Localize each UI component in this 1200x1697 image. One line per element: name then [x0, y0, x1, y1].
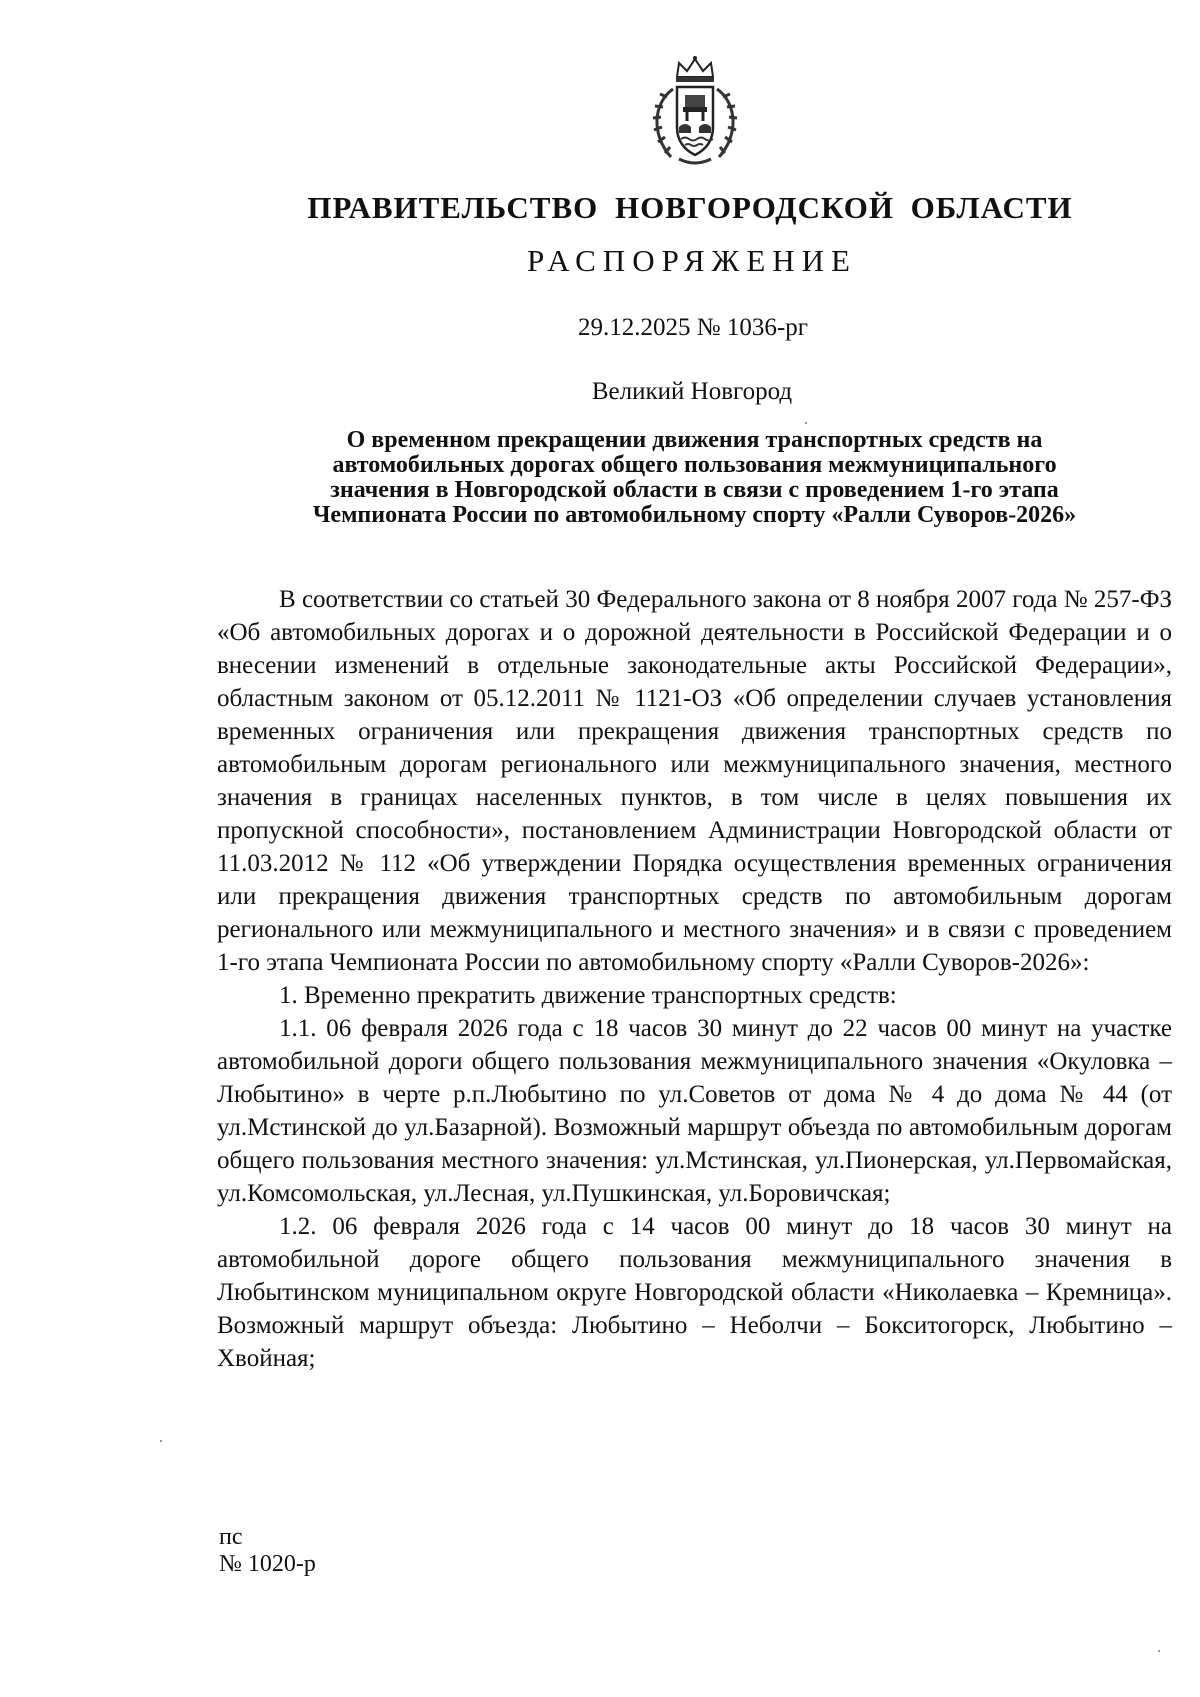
footer-note: [219, 1524, 316, 1578]
subject-line: Чемпионата России по автомобильному спорту «Ралли Суворов-2026»: [312, 502, 1077, 528]
novgorod-coat-of-arms-icon: [643, 55, 747, 169]
subject-line: О временном прекращении движения транспортных средств на: [346, 427, 1043, 453]
document-body: [217, 583, 1172, 1375]
scan-speck: [1158, 1650, 1160, 1652]
subject-line: значения в Новгородской области в связи с проведением 1-го этапа: [330, 477, 1059, 503]
preamble-paragraph: В соответствии со статьей 30 Федерального закона от 8 ноября 2007 года № 257-ФЗ «Об автомобильных дорогах и о дорожной деятельности в Российской Федерации и о внесении изменений в отдельные законодательные акты Российской Федерации», областным законом от 05.12.2011 № 1121-ОЗ «Об определении случаев установления временных ограничения или прекращения движения транспортных средств по автомобильным дорогам регионального или межмуниципального значения, местного значения в границах населенных пунктов, в том числе в целях повышения их пропускной способности», постановлением Администрации Новгородской области от 11.03.2012 № 112 «Об утверждении Порядка осуществления временных ограничения или прекращения движения транспортных средств по автомобильным дорогам регионального или межмуниципального и местного значения» и в связи с проведением 1-го этапа Чемпионата России по автомобильному спорту «Ралли Суворов-2026»:: [217, 586, 1172, 976]
scan-speck: [805, 422, 807, 424]
footer-line: № 1020-р: [219, 1551, 316, 1577]
document-city: Великий Новгород: [591, 378, 793, 405]
footer-line: пс: [219, 1524, 243, 1550]
item-1-1-paragraph: 1.1. 06 февраля 2026 года с 18 часов 30 минут до 22 часов 00 минут на участке автомобильной дороги общего пользования межмуниципального значения «Окуловка – Любытино» в черте р.п.Любытино по ул.Советов от дома № 4 до дома № 44 (от ул.Мстинской до ул.Базарной). Возможный маршрут объезда по автомобильным дорогам общего пользования местного значения: ул.Мстинская, ул.Пионерская, ул.Первомайская, ул.Комсомольская, ул.Лесная, ул.Пушкинская, ул.Боровичская;: [217, 1015, 1172, 1207]
item-1-paragraph: 1. Временно прекратить движение транспортных средств:: [279, 982, 897, 1009]
document-date-number: 29.12.2025 № 1036-рг: [578, 314, 808, 341]
scan-speck: [160, 1440, 162, 1442]
government-title: ПРАВИТЕЛЬСТВО НОВГОРОДСКОЙ ОБЛАСТИ: [307, 190, 1073, 225]
document-type: РАСПОРЯЖЕНИЕ: [527, 243, 857, 278]
item-1-2-paragraph: 1.2. 06 февраля 2026 года с 14 часов 00 минут до 18 часов 30 минут на автомобильной дороге общего пользования межмуниципального значения в Любытинском муниципальном округе Новгородской области «Николаевка – Кремница». Возможный маршрут объезда: Любытино – Неболчи – Бокситогорск, Любытино – Хвойная;: [217, 1213, 1172, 1372]
subject-line: автомобильных дорогах общего пользования межмуниципального: [332, 452, 1057, 478]
document-subject: [217, 428, 1172, 528]
